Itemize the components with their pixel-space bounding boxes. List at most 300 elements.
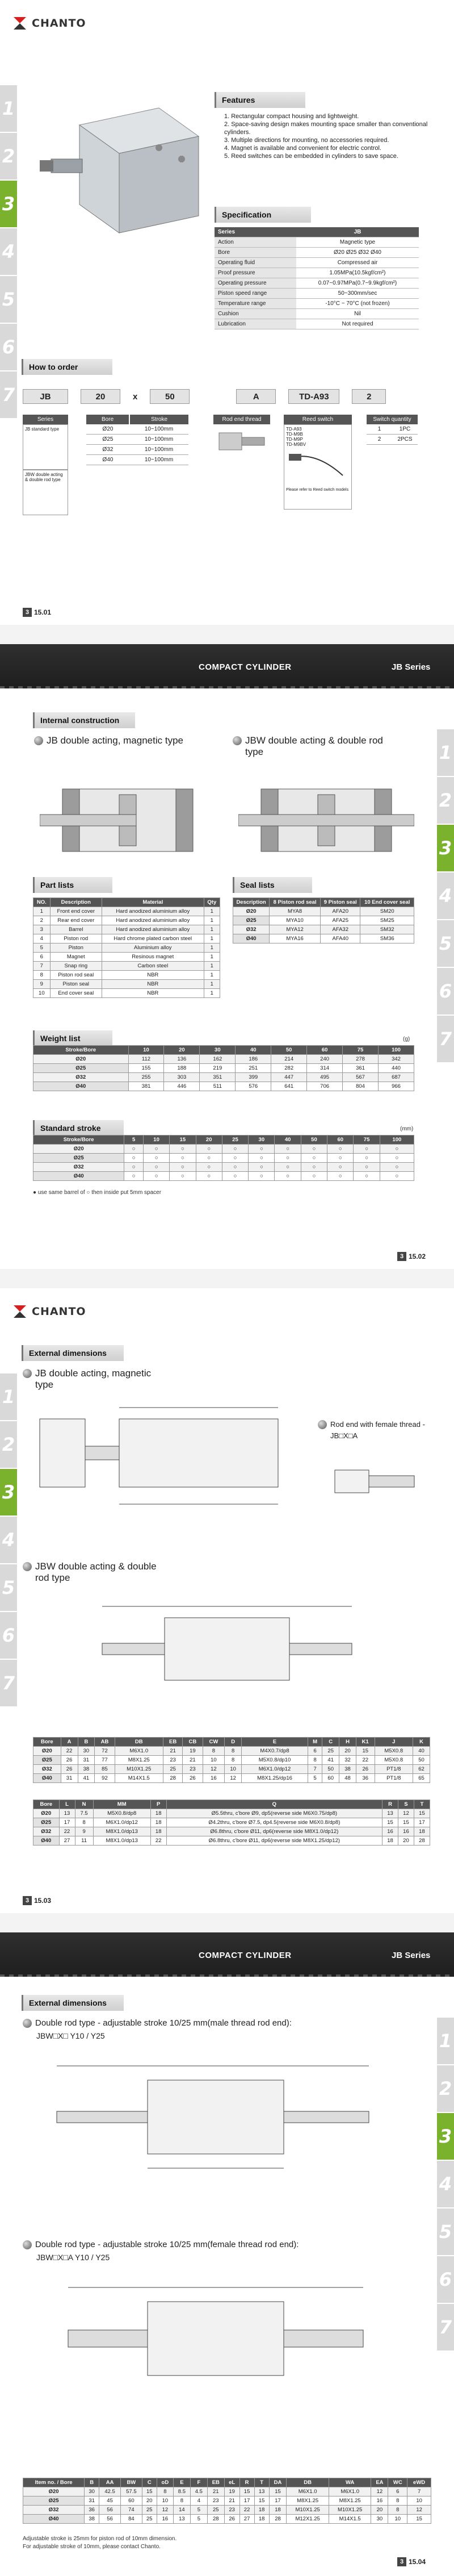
- cell: 2: [33, 916, 51, 925]
- tab-5[interactable]: 5: [437, 2208, 454, 2255]
- cell: 567: [343, 1073, 379, 1082]
- cell: ○: [275, 1154, 301, 1163]
- cell: 45: [99, 2496, 121, 2506]
- tab-5[interactable]: 5: [0, 1564, 17, 1611]
- feature-item: 3. Multiple directions for mounting, no accessories required.: [224, 137, 389, 144]
- col-head: E: [173, 2478, 190, 2487]
- tab-1[interactable]: 1: [0, 85, 17, 132]
- col-head: R: [239, 2478, 254, 2487]
- cell: 48: [339, 1774, 356, 1783]
- cell: 5: [33, 943, 51, 953]
- cell: 20: [142, 2496, 157, 2506]
- cell: SM20: [360, 907, 414, 916]
- chanto-logo-icon: [11, 15, 28, 32]
- cell: 18: [150, 1818, 166, 1827]
- tab-4[interactable]: 4: [0, 1517, 17, 1563]
- cell: 10: [388, 2515, 407, 2524]
- cell: Hard anodized aluminium alloy: [102, 916, 204, 925]
- col-head: P: [150, 1800, 166, 1809]
- table-row: [33, 1836, 430, 1846]
- page-label: 15.04: [409, 2558, 426, 2566]
- tab-1[interactable]: 1: [0, 1373, 17, 1420]
- tab-4[interactable]: 4: [0, 228, 17, 275]
- cell: Ø6.8thru, c'bore Ø11, dp6(reverse side M8X1.25/dp12): [166, 1836, 382, 1846]
- cell: 1: [204, 953, 220, 962]
- cell: ○: [170, 1163, 196, 1172]
- col-head: 60: [327, 1135, 354, 1145]
- col-head: N: [75, 1800, 93, 1809]
- cell: 22: [61, 1747, 78, 1756]
- order-series-col: [23, 415, 68, 515]
- cell: 27: [239, 2515, 254, 2524]
- col-head: NO.: [33, 898, 51, 907]
- cell: 20: [339, 1747, 356, 1756]
- col-head: Qty: [204, 898, 220, 907]
- cell: 11: [75, 1836, 93, 1846]
- col-head: L: [59, 1800, 75, 1809]
- col-head: J: [375, 1738, 413, 1747]
- series-note-jb: JB standard type: [23, 424, 68, 470]
- cell: 15: [239, 2487, 254, 2496]
- cell: 342: [378, 1055, 414, 1064]
- cell: Ø5.5thru, c'bore Ø9, dp5(reverse side M6X0.75/dp8): [166, 1809, 382, 1818]
- cell: ○: [301, 1154, 327, 1163]
- cell: 85: [95, 1765, 115, 1774]
- cell: 27: [59, 1836, 75, 1846]
- jbw-dimension-drawing: [68, 1595, 386, 1709]
- col-head: 75: [343, 1046, 379, 1055]
- col-head: 15: [170, 1135, 196, 1145]
- cell: AFA32: [321, 925, 360, 934]
- cell: ○: [196, 1163, 222, 1172]
- tab-3[interactable]: 3: [437, 825, 454, 871]
- cell: 10: [203, 1756, 225, 1765]
- cell: 12: [225, 1774, 242, 1783]
- tab-6[interactable]: 6: [437, 2256, 454, 2303]
- table-row: [33, 1765, 430, 1774]
- cell: 12: [398, 1809, 414, 1818]
- tab-7[interactable]: 7: [437, 1016, 454, 1062]
- cell: 706: [307, 1082, 343, 1091]
- cell: 22: [239, 2506, 254, 2515]
- col-head: Description: [50, 898, 102, 907]
- code-stroke: 50: [150, 389, 190, 404]
- cell: ○: [170, 1172, 196, 1181]
- stroke-opt: 10~100mm: [144, 446, 174, 453]
- cell: 687: [378, 1073, 414, 1082]
- cell: 60: [322, 1774, 339, 1783]
- specification-title: Specification: [215, 207, 311, 223]
- cell: 20: [398, 1836, 414, 1846]
- cell: 8: [225, 1756, 242, 1765]
- page-label: 15.02: [409, 1252, 426, 1260]
- cell: Ø25: [233, 916, 270, 925]
- feature-item: 1. Rectangular compact housing and lightweight.: [224, 113, 359, 120]
- cell: ○: [301, 1163, 327, 1172]
- cell: 15: [414, 1809, 430, 1818]
- tab-3[interactable]: 3: [437, 2113, 454, 2160]
- switch-model: TD-M9BV: [286, 442, 306, 447]
- cell: Ø25: [33, 1756, 61, 1765]
- switch-model: TD-M9P: [286, 437, 303, 442]
- tab-1[interactable]: 1: [437, 2018, 454, 2064]
- col-head: EB: [163, 1738, 182, 1747]
- cell: 966: [378, 1082, 414, 1091]
- brand-name: CHANTO: [32, 17, 86, 30]
- col-head: 25: [222, 1135, 248, 1145]
- tab-4[interactable]: 4: [437, 2161, 454, 2207]
- ext-dim-title: External dimensions: [22, 1345, 124, 1361]
- caption-female: [23, 2239, 420, 2251]
- cell: 8: [33, 971, 51, 980]
- cell: ○: [275, 1145, 301, 1154]
- tab-6[interactable]: 6: [437, 968, 454, 1014]
- spec-value: Nil: [296, 309, 419, 319]
- chapter-tabs: [437, 729, 454, 1063]
- caption-text: JB double acting, magnetic type: [47, 735, 183, 746]
- col-head: 20: [164, 1046, 200, 1055]
- cell: 56: [99, 2506, 121, 2515]
- tab-1[interactable]: 1: [437, 729, 454, 776]
- spec-label: Bore: [215, 248, 296, 258]
- cell: M5X0.8: [375, 1747, 413, 1756]
- table-row: [33, 1064, 414, 1073]
- col-head: Q: [166, 1800, 382, 1809]
- switch-diagram: [286, 447, 348, 487]
- bullet-icon: [23, 2019, 32, 2028]
- cell: ○: [380, 1145, 414, 1154]
- stroke-note: ● use same barrel of ○ then inside put 5mm spacer: [33, 1189, 162, 1196]
- cell: 84: [120, 2515, 142, 2524]
- col-head: Item no. / Bore: [23, 2478, 85, 2487]
- caption-text: JBW double acting & double rod type: [35, 1561, 157, 1583]
- col-head: 9 Piston seal: [321, 898, 360, 907]
- switch-model: TD-M9B: [286, 432, 303, 437]
- tab-2[interactable]: 2: [437, 2065, 454, 2112]
- cell: 26: [183, 1774, 203, 1783]
- spec-label: Cushion: [215, 309, 296, 319]
- internal-title: Internal construction: [33, 712, 135, 728]
- col-head: C: [322, 1738, 339, 1747]
- caption-text: Double rod type - adjustable stroke 10/25 mm(male thread rod end):: [35, 2018, 292, 2028]
- cell: 28: [414, 1836, 430, 1846]
- cell: 31: [85, 2496, 99, 2506]
- col-head: Switch quantity: [367, 415, 418, 424]
- caption-text: Double rod type - adjustable stroke 10/25 mm(female thread rod end):: [35, 2240, 299, 2249]
- cell: ○: [196, 1145, 222, 1154]
- tab-3[interactable]: 3: [0, 181, 17, 227]
- col-head: 40: [275, 1135, 301, 1145]
- col-head: EB: [207, 2478, 224, 2487]
- cell: 7: [407, 2487, 431, 2496]
- code-male: JBW□X□ Y10 / Y25: [36, 2031, 105, 2040]
- cell: 15: [356, 1747, 375, 1756]
- cell: Magnet: [50, 953, 102, 962]
- table-row: [33, 1774, 430, 1783]
- tab-2[interactable]: 2: [0, 133, 17, 179]
- cell: 21: [163, 1747, 182, 1756]
- cell: 72: [95, 1747, 115, 1756]
- chapter-tabs: [437, 2018, 454, 2352]
- cell: 495: [307, 1073, 343, 1082]
- cell: Ø20: [33, 1145, 124, 1154]
- spec-value: 1.05MPa(10.5kgf/cm²): [296, 268, 419, 278]
- cell: 8: [173, 2496, 190, 2506]
- tab-5[interactable]: 5: [0, 276, 17, 323]
- cell: 22: [150, 1836, 166, 1846]
- caption-text: JB double acting, magnetic type: [35, 1368, 152, 1390]
- weight-table: [33, 1045, 414, 1091]
- cell: 20: [371, 2506, 388, 2515]
- stroke-unit: (mm): [400, 1126, 414, 1132]
- cell: M8X1.25: [287, 2496, 329, 2506]
- cell: End cover seal: [50, 989, 102, 998]
- cell: 12: [157, 2506, 173, 2515]
- tab-2[interactable]: 2: [437, 777, 454, 824]
- cell: Ø25: [33, 1064, 129, 1073]
- brand-logo: [11, 1303, 86, 1320]
- cell: 21: [207, 2487, 224, 2496]
- tab-7[interactable]: 7: [437, 2304, 454, 2350]
- jb-dimension-drawing: [34, 1396, 318, 1533]
- tab-6[interactable]: 6: [0, 1612, 17, 1659]
- tab-7[interactable]: 7: [0, 1660, 17, 1706]
- cell: Ø4.2thru, c'bore Ø7.5, dp4.5(reverse side M6X0.8/dp8): [166, 1818, 382, 1827]
- cell: Ø20: [23, 2487, 85, 2496]
- table-row: [233, 916, 414, 925]
- cell: 10: [407, 2496, 431, 2506]
- cell: 1: [33, 907, 51, 916]
- cell: 15: [142, 2487, 157, 2496]
- tab-5[interactable]: 5: [437, 920, 454, 967]
- col-head: EA: [371, 2478, 388, 2487]
- cell: Piston rod: [50, 934, 102, 943]
- cell: 6: [308, 1747, 322, 1756]
- cell: ○: [275, 1163, 301, 1172]
- tab-3[interactable]: 3: [0, 1469, 17, 1515]
- cell: 50: [413, 1756, 430, 1765]
- cell: 13: [254, 2487, 269, 2496]
- caption-text: Rod end with female thread - JB□X□A: [330, 1420, 425, 1440]
- code-qty: 2: [352, 389, 386, 404]
- cell: ○: [301, 1172, 327, 1181]
- cell: 23: [207, 2496, 224, 2506]
- cell: M6X1.0/dp12: [242, 1765, 308, 1774]
- cell: 1: [204, 989, 220, 998]
- tab-7[interactable]: 7: [0, 371, 17, 418]
- cell: ○: [222, 1145, 248, 1154]
- standard-stroke-title: Standard stroke: [33, 1120, 124, 1136]
- double-rod-female-drawing: [34, 2273, 386, 2410]
- cell: 65: [413, 1774, 430, 1783]
- switch-model: TD-A93: [286, 427, 302, 432]
- cell: 62: [413, 1765, 430, 1774]
- cell: 30: [85, 2487, 99, 2496]
- part-list-title: Part lists: [33, 877, 112, 893]
- col-head: Bore: [86, 415, 129, 424]
- spec-value: Compressed air: [296, 258, 419, 268]
- cell: Snap ring: [50, 962, 102, 971]
- cell: 447: [271, 1073, 307, 1082]
- cell: 9: [33, 980, 51, 989]
- cell: Ø20: [233, 907, 270, 916]
- cell: MYA8: [270, 907, 321, 916]
- cell: 25: [322, 1747, 339, 1756]
- cell: Piston: [50, 943, 102, 953]
- cell: Hard anodized aluminium alloy: [102, 907, 204, 916]
- feature-item: 2. Space-saving design makes mounting space smaller than conventional cylinders.: [224, 121, 428, 136]
- bore-opt: Ø25: [102, 436, 114, 442]
- cell: ○: [143, 1154, 169, 1163]
- cell: 25: [207, 2506, 224, 2515]
- bullet-icon: [23, 1369, 32, 1378]
- cell: 25: [142, 2506, 157, 2515]
- table-row: [23, 2506, 431, 2515]
- col-head: 5: [124, 1135, 144, 1145]
- caption-female: [318, 1419, 443, 1442]
- ext-dim-table-2: [33, 1800, 430, 1846]
- col-head: 50: [301, 1135, 327, 1145]
- caption-text: JBW double acting & double rod type: [245, 735, 383, 757]
- caption-jbw: [23, 1561, 170, 1584]
- cell: 17: [59, 1818, 75, 1827]
- stroke-opt: 10~100mm: [144, 457, 174, 463]
- order-switch-col: [284, 415, 352, 510]
- cell: 32: [339, 1756, 356, 1765]
- cell: ○: [327, 1154, 354, 1163]
- col-head: A: [61, 1738, 78, 1747]
- specification-table: [215, 227, 419, 329]
- cell: Ø40: [233, 934, 270, 943]
- col-head: DB: [115, 1738, 163, 1747]
- col-head: F: [190, 2478, 207, 2487]
- col-head: Reed switch: [284, 415, 352, 424]
- bullet-icon: [34, 736, 43, 745]
- cell: 12: [203, 1765, 225, 1774]
- cell: ○: [170, 1145, 196, 1154]
- cell: ○: [249, 1172, 275, 1181]
- cell: 8: [75, 1818, 93, 1827]
- cell: 351: [200, 1073, 236, 1082]
- tab-2[interactable]: 2: [0, 1421, 17, 1468]
- cell: 19: [183, 1747, 203, 1756]
- cell: 16: [157, 2515, 173, 2524]
- table-row: [33, 1055, 414, 1064]
- spec-label: Action: [215, 237, 296, 248]
- cell: 1: [204, 907, 220, 916]
- col-head: Bore: [33, 1800, 60, 1809]
- table-row: [33, 1154, 414, 1163]
- table-row: [33, 1809, 430, 1818]
- cell: 15: [254, 2496, 269, 2506]
- col-head: 10: [128, 1046, 164, 1055]
- double-rod-male-drawing: [34, 2052, 386, 2182]
- col-head: WA: [329, 2478, 371, 2487]
- internal-caption-jb: [34, 735, 199, 746]
- cell: 8: [157, 2487, 173, 2496]
- cell: ○: [354, 1163, 380, 1172]
- col-head: 100: [380, 1135, 414, 1145]
- page-gap: [0, 1913, 454, 1932]
- cell: ○: [222, 1172, 248, 1181]
- cell: 23: [183, 1765, 203, 1774]
- cell: 155: [128, 1064, 164, 1073]
- tab-6[interactable]: 6: [0, 324, 17, 370]
- spec-value: Magnetic type: [296, 237, 419, 248]
- cell: ○: [222, 1154, 248, 1163]
- page-header-bar: [0, 644, 454, 688]
- cell: NBR: [102, 971, 204, 980]
- cell: 41: [78, 1774, 95, 1783]
- cell: M8X1.0/dp13: [93, 1827, 150, 1836]
- cell: 23: [224, 2506, 239, 2515]
- cell: Ø6.8thru, c'bore Ø11, dp6(reverse side M8X1.0/dp12): [166, 1827, 382, 1836]
- cell: NBR: [102, 989, 204, 998]
- bore-opt: Ø32: [102, 446, 114, 453]
- table-note: For adjustable stroke of 10mm, please contact Chanto.: [23, 2544, 161, 2550]
- col-head: eL: [224, 2478, 239, 2487]
- cell: 38: [85, 2515, 99, 2524]
- table-row: [33, 1145, 414, 1154]
- cell: M14X1.5: [115, 1774, 163, 1783]
- cell: Barrel: [50, 925, 102, 934]
- page-15-04: [0, 1932, 454, 2576]
- cell: 7: [33, 962, 51, 971]
- cell: 18: [254, 2506, 269, 2515]
- qty-code: 2: [377, 436, 381, 442]
- cell: Ø40: [33, 1172, 124, 1181]
- cell: 25: [163, 1765, 182, 1774]
- col-head: BW: [120, 2478, 142, 2487]
- cell: 5: [308, 1774, 322, 1783]
- cell: 5: [190, 2515, 207, 2524]
- bore-opt: Ø20: [102, 426, 114, 432]
- table-row: [33, 980, 220, 989]
- caption-jb: [23, 1368, 165, 1391]
- code-switch: TD-A93: [288, 389, 339, 404]
- cell: Resinous magnet: [102, 953, 204, 962]
- cell: 5: [190, 2506, 207, 2515]
- cell: 13: [382, 1809, 398, 1818]
- cell: 57.5: [120, 2487, 142, 2496]
- cell: AFA25: [321, 916, 360, 925]
- part-list-table: [33, 897, 220, 998]
- cell: 576: [236, 1082, 271, 1091]
- cell: 4: [190, 2496, 207, 2506]
- chanto-logo-icon: [11, 1303, 28, 1320]
- cell: SM36: [360, 934, 414, 943]
- cell: ○: [249, 1154, 275, 1163]
- cell: ○: [124, 1163, 144, 1172]
- chapter-badge: 3: [23, 608, 32, 617]
- cell: M10X1.25: [287, 2506, 329, 2515]
- bullet-icon: [23, 1562, 32, 1571]
- product-image: [28, 85, 216, 256]
- table-row: [33, 916, 220, 925]
- cell: ○: [124, 1172, 144, 1181]
- cell: 8: [388, 2506, 407, 2515]
- cell: 6: [33, 953, 51, 962]
- code-series: JB: [23, 389, 68, 404]
- cell: Ø32: [233, 925, 270, 934]
- cell: 36: [356, 1774, 375, 1783]
- cell: 136: [164, 1055, 200, 1064]
- page-header-bar: [0, 1932, 454, 1977]
- tab-4[interactable]: 4: [437, 872, 454, 919]
- table-row: [33, 1163, 414, 1172]
- cell: Ø40: [33, 1082, 129, 1091]
- cell: 303: [164, 1073, 200, 1082]
